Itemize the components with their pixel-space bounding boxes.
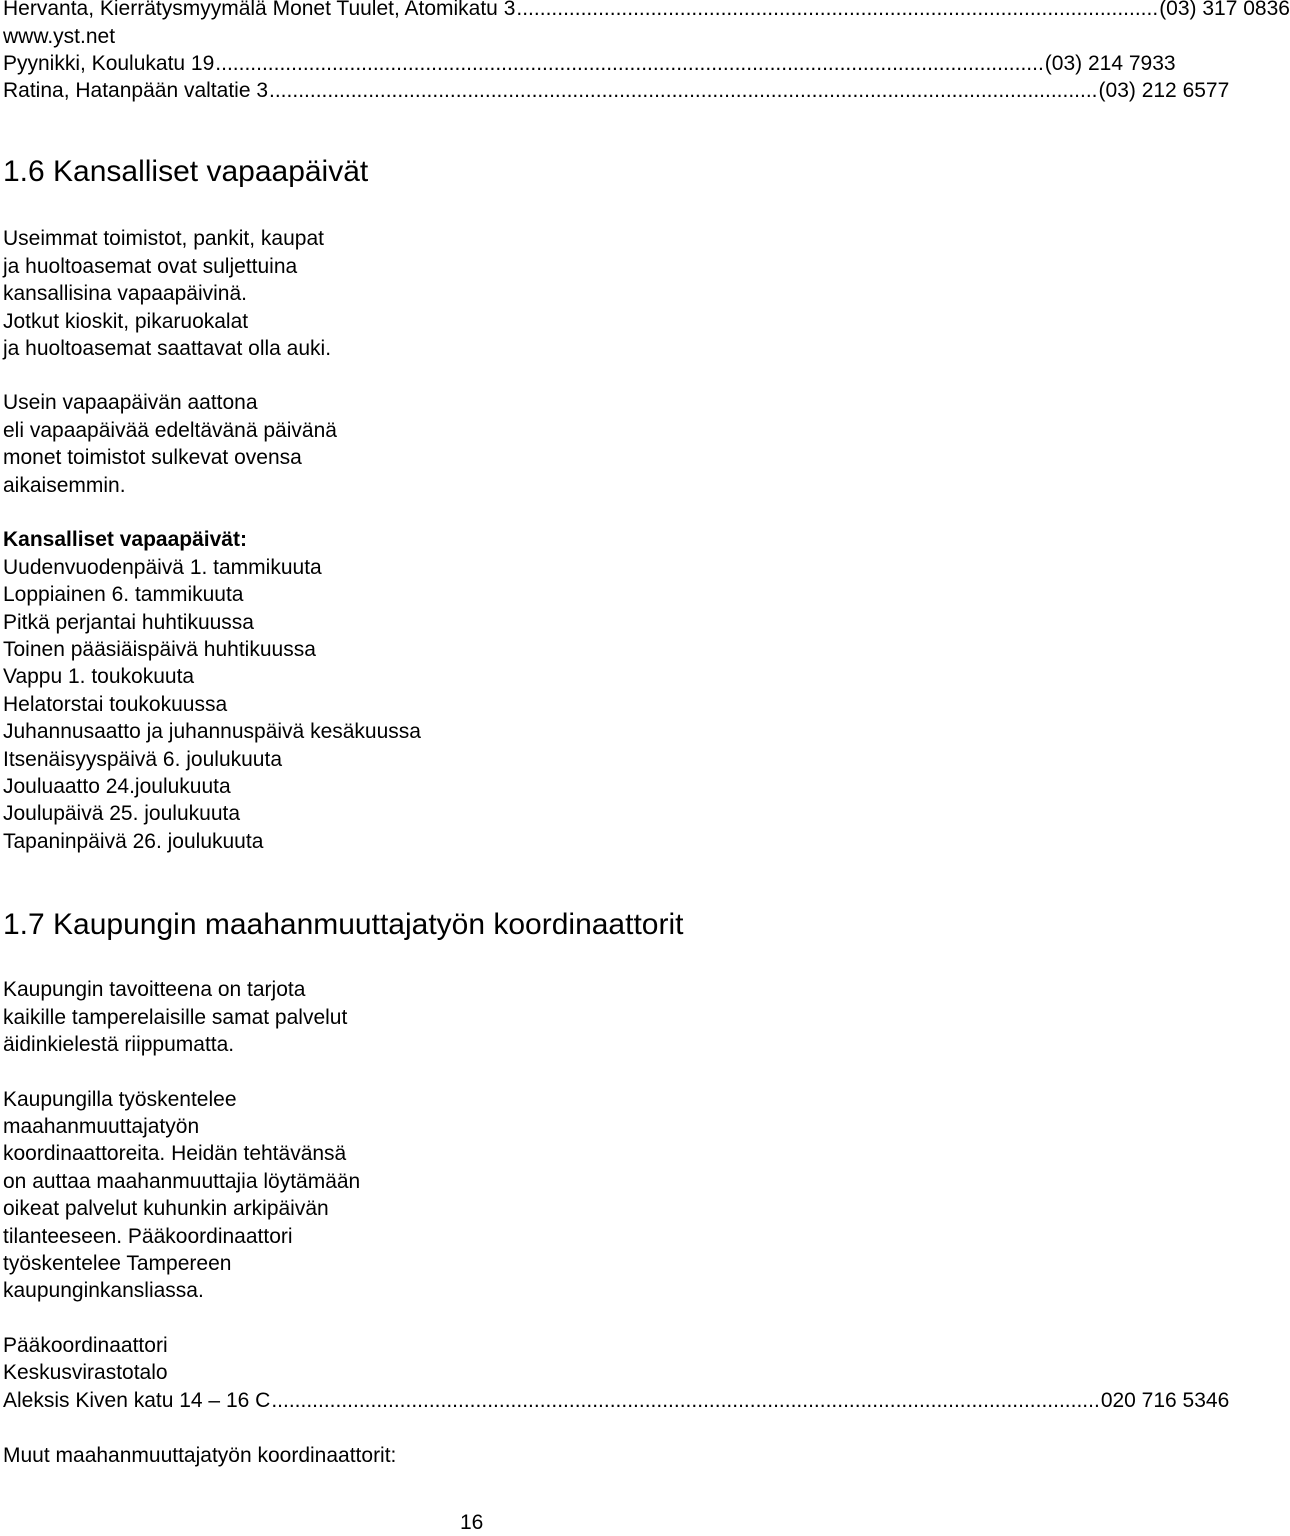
holiday-item: Tapaninpäivä 26. joulukuuta bbox=[3, 830, 264, 853]
holiday-item: Vappu 1. toukokuuta bbox=[3, 665, 195, 688]
contact-phone: (03) 214 7933 bbox=[1044, 52, 1176, 75]
contact-line-website: www.yst.net bbox=[3, 25, 116, 48]
contact-phone: (03) 212 6577 bbox=[1098, 79, 1230, 102]
paragraph-line: aikaisemmin. bbox=[3, 474, 126, 497]
other-coordinators-label: Muut maahanmuuttajatyön koordinaattorit: bbox=[3, 1444, 397, 1467]
holiday-item: Itsenäisyyspäivä 6. joulukuuta bbox=[3, 748, 282, 771]
paragraph-line: Jotkut kioskit, pikaruokalat bbox=[3, 310, 249, 333]
paragraph-line: ja huoltoasemat ovat suljettuina bbox=[3, 255, 298, 278]
holiday-item: Pitkä perjantai huhtikuussa bbox=[3, 611, 254, 634]
paragraph-line: kaikille tamperelaisille samat palvelut bbox=[3, 1006, 348, 1029]
paragraph-line: maahanmuuttajatyön bbox=[3, 1115, 200, 1138]
paragraph-line: oikeat palvelut kuhunkin arkipäivän bbox=[3, 1197, 329, 1220]
contact-line-pyynikki bbox=[3, 51, 1176, 77]
holiday-item: Helatorstai toukokuussa bbox=[3, 693, 228, 716]
section-heading-1-6: 1.6 Kansalliset vapaapäivät bbox=[3, 155, 369, 188]
contact-title: Pääkoordinaattori bbox=[3, 1334, 168, 1357]
contact-line-hervanta bbox=[3, 0, 1290, 22]
contact-phone: (03) 317 0836 bbox=[1159, 0, 1290, 20]
paragraph-line: eli vapaapäivää edeltävänä päivänä bbox=[3, 419, 337, 442]
paragraph-line: on auttaa maahanmuuttajia löytämään bbox=[3, 1170, 361, 1193]
holiday-item: Toinen pääsiäispäivä huhtikuussa bbox=[3, 638, 316, 661]
paragraph-line: koordinaattoreita. Heidän tehtävänsä bbox=[3, 1142, 347, 1165]
holiday-item: Uudenvuodenpäivä 1. tammikuuta bbox=[3, 556, 322, 579]
contact-label: Pyynikki, Koulukatu 19 bbox=[3, 52, 215, 75]
paragraph-line: Useimmat toimistot, pankit, kaupat bbox=[3, 227, 324, 250]
holiday-item: Juhannusaatto ja juhannuspäivä kesäkuussa bbox=[3, 720, 421, 743]
contact-phone: 020 716 5346 bbox=[1100, 1389, 1230, 1412]
paragraph-line: kansallisina vapaapäivinä. bbox=[3, 282, 247, 305]
contact-building: Keskusvirastotalo bbox=[3, 1361, 168, 1384]
leader-dots: .............................................................................................................. bbox=[516, 0, 1159, 20]
holidays-heading: Kansalliset vapaapäivät: bbox=[3, 528, 247, 551]
holiday-item: Loppiainen 6. tammikuuta bbox=[3, 583, 244, 606]
contact-line-address bbox=[3, 1388, 1230, 1414]
paragraph-line: kaupunginkansliassa. bbox=[3, 1279, 204, 1302]
leader-dots: .............................................................................................................................................. bbox=[269, 79, 1098, 102]
paragraph-line: työskentelee Tampereen bbox=[3, 1252, 232, 1275]
paragraph-line: tilanteeseen. Pääkoordinaattori bbox=[3, 1225, 293, 1248]
leader-dots: .............................................................................................................................................. bbox=[215, 52, 1044, 75]
holiday-item: Jouluaatto 24.joulukuuta bbox=[3, 775, 231, 798]
contact-label: Hervanta, Kierrätysmyymälä Monet Tuulet, Atomikatu 3 bbox=[3, 0, 516, 20]
paragraph-line: Usein vapaapäivän aattona bbox=[3, 391, 258, 414]
leader-dots: .............................................................................................................................................. bbox=[271, 1389, 1100, 1412]
holiday-item: Joulupäivä 25. joulukuuta bbox=[3, 802, 241, 825]
paragraph-line: Kaupungin tavoitteena on tarjota bbox=[3, 978, 306, 1001]
paragraph-line: monet toimistot sulkevat ovensa bbox=[3, 446, 302, 469]
paragraph-line: äidinkielestä riippumatta. bbox=[3, 1033, 235, 1056]
contact-label: Aleksis Kiven katu 14 – 16 C bbox=[3, 1389, 271, 1412]
page-number: 16 bbox=[460, 1511, 484, 1534]
paragraph-line: ja huoltoasemat saattavat olla auki. bbox=[3, 337, 332, 360]
paragraph-line: Kaupungilla työskentelee bbox=[3, 1088, 237, 1111]
section-heading-1-7: 1.7 Kaupungin maahanmuuttajatyön koordinaattorit bbox=[3, 908, 684, 941]
contact-line-ratina bbox=[3, 78, 1230, 104]
contact-label: Ratina, Hatanpään valtatie 3 bbox=[3, 79, 269, 102]
